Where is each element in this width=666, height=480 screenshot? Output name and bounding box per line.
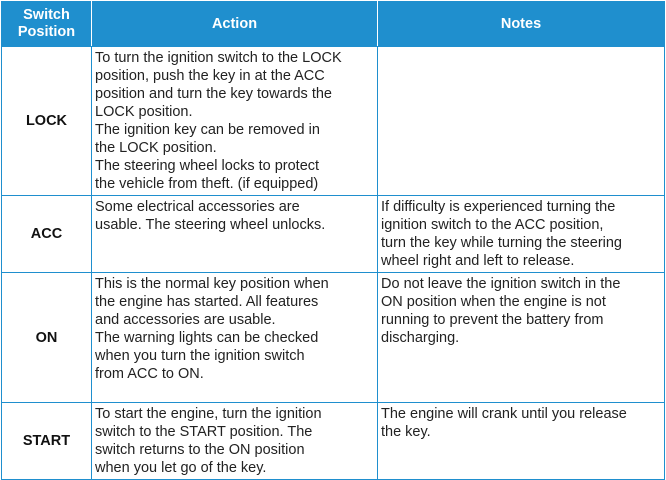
- action-cell: [92, 196, 378, 273]
- text-line: wheel right and left to release.: [381, 253, 575, 269]
- text-line: switch returns to the ON position: [95, 442, 305, 458]
- action-cell: [92, 47, 378, 196]
- text-line: The warning lights can be checked: [95, 330, 319, 346]
- text-line: The steering wheel locks to protect: [95, 158, 320, 174]
- table-row: [2, 273, 665, 403]
- header-switch-position: [2, 2, 92, 47]
- notes-cell: [378, 403, 665, 480]
- header-row: [2, 2, 665, 47]
- text-line: This is the normal key position when: [95, 276, 329, 292]
- position-cell: ON: [2, 273, 92, 403]
- notes-cell: [378, 273, 665, 403]
- table-row: [2, 196, 665, 273]
- notes-cell: [378, 47, 665, 196]
- text-line: when you let go of the key.: [95, 460, 267, 476]
- text-line: position, push the key in at the ACC: [95, 68, 325, 84]
- text-line: ON position when the engine is not: [381, 294, 606, 310]
- position-cell: LOCK: [2, 47, 92, 196]
- notes-cell: [378, 196, 665, 273]
- text-line: the LOCK position.: [95, 140, 217, 156]
- text-line: LOCK position.: [95, 104, 193, 120]
- text-line: To turn the ignition switch to the LOCK: [95, 50, 342, 66]
- header-line: Position: [17, 24, 76, 40]
- header-notes: Notes: [378, 2, 665, 47]
- text-line: the key.: [381, 424, 431, 440]
- text-line: usable. The steering wheel unlocks.: [95, 217, 326, 233]
- action-cell: [92, 403, 378, 480]
- text-line: from ACC to ON.: [95, 366, 204, 382]
- text-line: switch to the START position. The: [95, 424, 313, 440]
- text-line: If difficulty is experienced turning the: [381, 199, 616, 215]
- text-line: when you turn the ignition switch: [95, 348, 305, 364]
- text-line: and accessories are usable.: [95, 312, 276, 328]
- position-cell: ACC: [2, 196, 92, 273]
- text-line: position and turn the key towards the: [95, 86, 332, 102]
- header-line: Switch: [23, 7, 70, 23]
- table-row: [2, 47, 665, 196]
- ignition-switch-table: [1, 1, 665, 480]
- text-line: The engine will crank until you release: [381, 406, 627, 422]
- header-action: Action: [92, 2, 378, 47]
- text-line: Some electrical accessories are: [95, 199, 300, 215]
- text-line: Do not leave the ignition switch in the: [381, 276, 621, 292]
- text-line: To start the engine, turn the ignition: [95, 406, 322, 422]
- text-line: ignition switch to the ACC position,: [381, 217, 604, 233]
- text-line: running to prevent the battery from: [381, 312, 604, 328]
- text-line: discharging.: [381, 330, 460, 346]
- text-line: turn the key while turning the steering: [381, 235, 622, 251]
- position-cell: START: [2, 403, 92, 480]
- table-row: [2, 403, 665, 480]
- text-line: the vehicle from theft. (if equipped): [95, 176, 319, 192]
- text-line: the engine has started. All features: [95, 294, 319, 310]
- text-line: The ignition key can be removed in: [95, 122, 320, 138]
- action-cell: [92, 273, 378, 403]
